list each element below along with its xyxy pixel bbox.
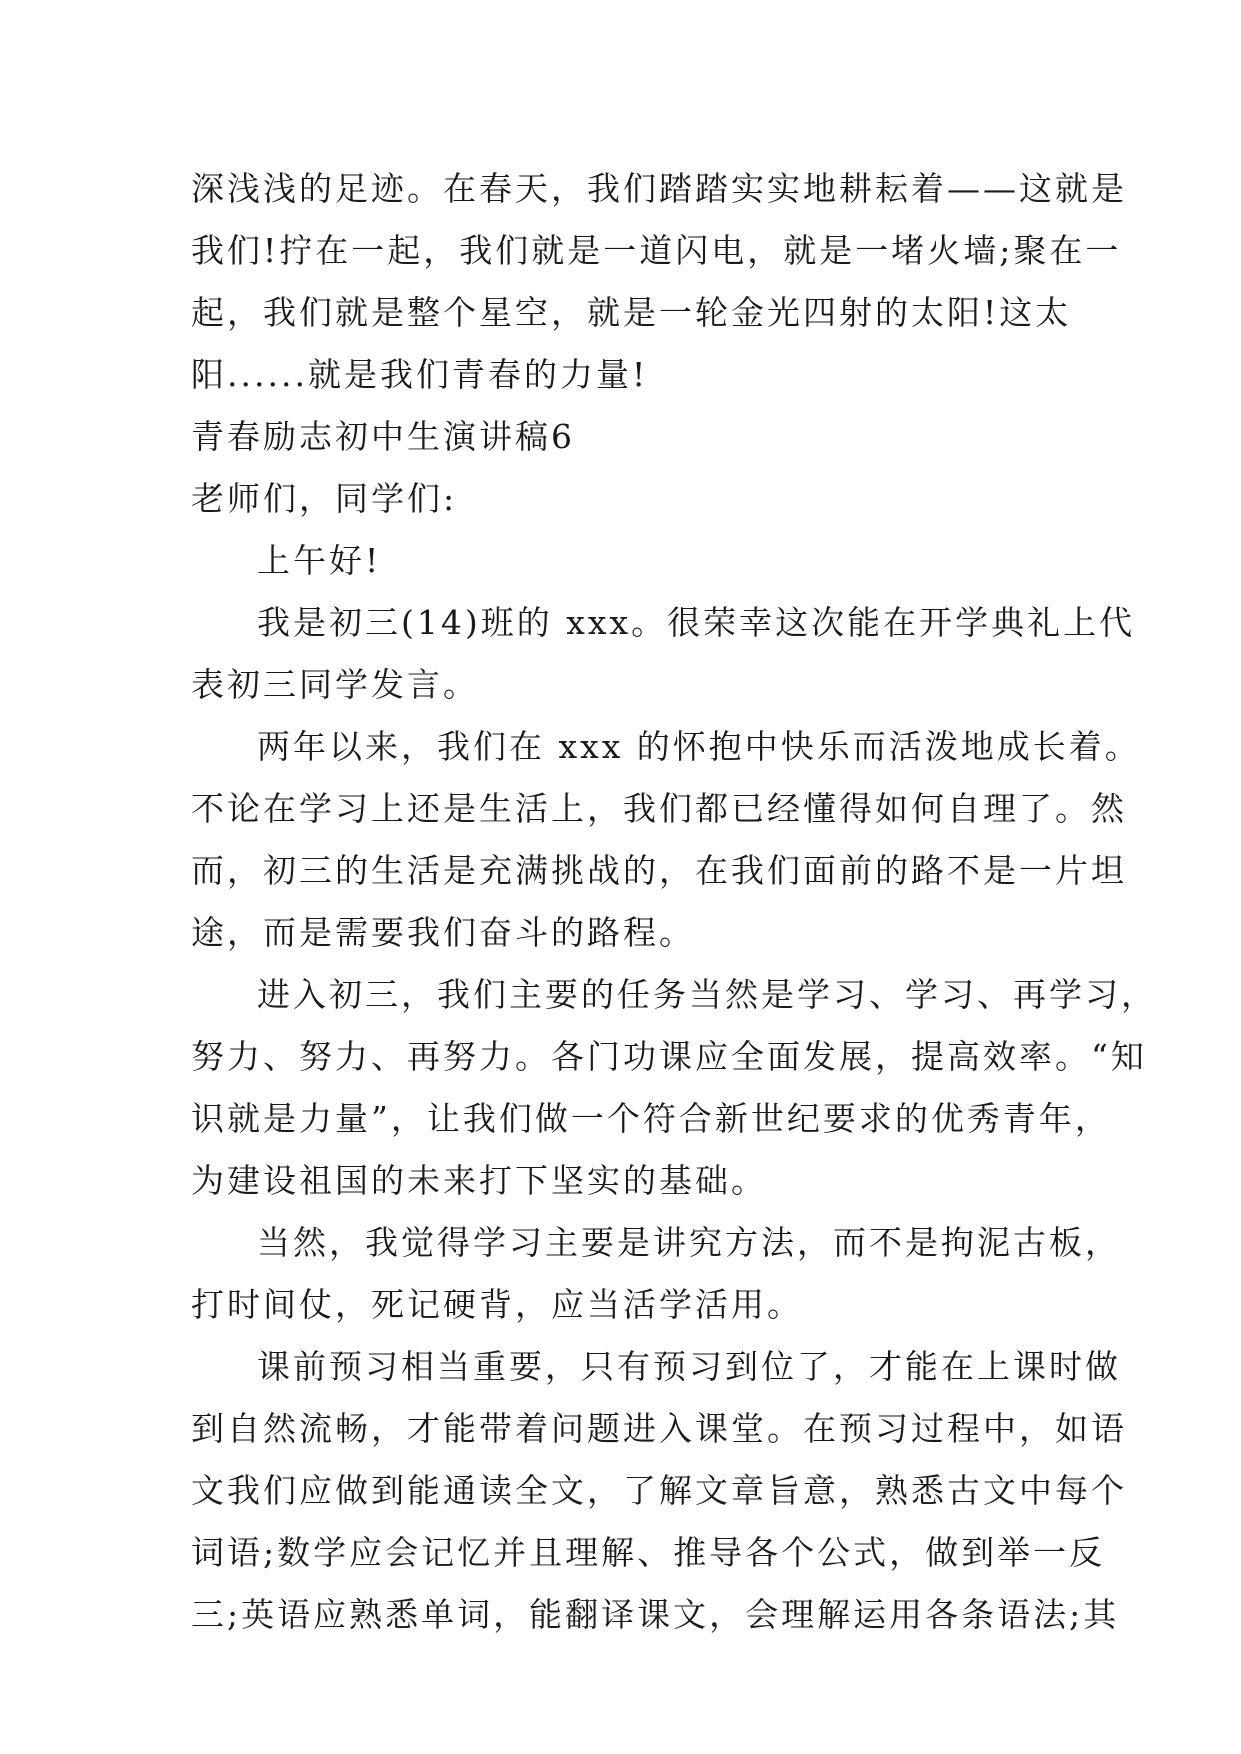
text-line: 起，我们就是整个星空，就是一轮金光四射的太阳!这太 [191,293,1072,332]
document-page [191,158,1157,1646]
text-line: 努力、努力、再努力。各门功课应全面发展，提高效率。“知 [191,1037,1147,1076]
text-line: 我是初三(14)班的 xxx。很荣幸这次能在开学典礼上代 [257,603,1136,642]
text-line: 两年以来，我们在 xxx 的怀抱中快乐而活泼地成长着。 [257,727,1141,766]
text-line: 识就是力量”，让我们做一个符合新世纪要求的优秀青年， [191,1099,1111,1138]
greeting: 上午好! [257,541,382,580]
text-line: 途，而是需要我们奋斗的路程。 [191,913,695,952]
text-line: 表初三同学发言。 [191,665,479,704]
section-title: 青春励志初中生演讲稿6 [191,417,575,456]
text-line: 课前预习相当重要，只有预习到位了，才能在上课时做 [257,1347,1121,1386]
text-line: 阳......就是我们青春的力量! [191,355,649,394]
text-line: 不论在学习上还是生活上，我们都已经懂得如何自理了。然 [191,789,1127,828]
text-line: 文我们应做到能通读全文，了解文章旨意，熟悉古文中每个 [191,1471,1127,1510]
text-line: 词语;数学应会记忆并且理解、推导各个公式，做到举一反 [191,1533,1106,1572]
text-line: 到自然流畅，才能带着问题进入课堂。在预习过程中，如语 [191,1409,1127,1448]
text-line: 而，初三的生活是充满挑战的，在我们面前的路不是一片坦 [191,851,1127,890]
text-line: 三;英语应熟悉单词，能翻译课文，会理解运用各条语法;其 [191,1595,1120,1634]
text-line: 为建设祖国的未来打下坚实的基础。 [191,1161,767,1200]
text-line: 当然，我觉得学习主要是讲究方法，而不是拘泥古板， [257,1223,1121,1262]
salutation: 老师们，同学们: [191,479,458,518]
text-line: 打时间仗，死记硬背，应当活学活用。 [191,1285,803,1324]
text-line: 我们!拧在一起，我们就是一道闪电，就是一堵火墙;聚在一 [191,231,1122,270]
text-line: 进入初三，我们主要的任务当然是学习、学习、再学习， [257,975,1157,1014]
text-line: 深浅浅的足迹。在春天，我们踏踏实实地耕耘着——这就是 [191,169,1127,208]
